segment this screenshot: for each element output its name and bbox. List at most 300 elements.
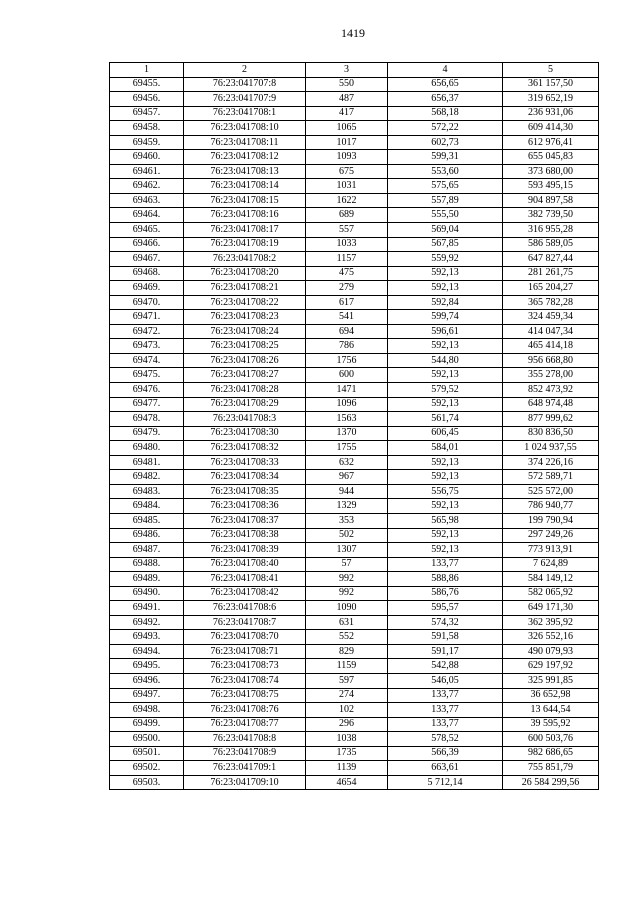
row-number-cell: 69455. — [110, 77, 184, 92]
area-cell: 1159 — [306, 659, 388, 674]
area-cell: 1017 — [306, 135, 388, 150]
row-number-cell: 69482. — [110, 470, 184, 485]
row-number-cell: 69489. — [110, 572, 184, 587]
table-row — [110, 281, 599, 296]
rate-cell: 574,32 — [388, 615, 503, 630]
rate-cell: 592,13 — [388, 499, 503, 514]
row-number-cell: 69492. — [110, 615, 184, 630]
area-cell: 1329 — [306, 499, 388, 514]
cadastral-number-cell: 76:23:041708:3 — [184, 412, 306, 427]
cadastral-number-cell: 76:23:041708:29 — [184, 397, 306, 412]
rate-cell: 579,52 — [388, 383, 503, 398]
value-cell: 572 589,71 — [503, 470, 599, 485]
area-cell: 1065 — [306, 121, 388, 136]
row-number-cell: 69461. — [110, 164, 184, 179]
value-cell: 319 652,19 — [503, 92, 599, 107]
value-cell: 361 157,50 — [503, 77, 599, 92]
area-cell: 353 — [306, 513, 388, 528]
table-row — [110, 426, 599, 441]
cadastral-number-cell: 76:23:041708:8 — [184, 732, 306, 747]
row-number-cell: 69496. — [110, 673, 184, 688]
rate-cell: 592,84 — [388, 295, 503, 310]
value-cell: 324 459,34 — [503, 310, 599, 325]
cadastral-number-cell: 76:23:041708:39 — [184, 543, 306, 558]
row-number-cell: 69456. — [110, 92, 184, 107]
value-cell: 525 572,00 — [503, 484, 599, 499]
table-row — [110, 528, 599, 543]
value-cell: 830 836,50 — [503, 426, 599, 441]
table-row — [110, 441, 599, 456]
table-row — [110, 673, 599, 688]
table-row — [110, 266, 599, 281]
rate-cell: 556,75 — [388, 484, 503, 499]
rate-cell: 656,37 — [388, 92, 503, 107]
rate-cell: 591,17 — [388, 644, 503, 659]
cadastral-number-cell: 76:23:041708:71 — [184, 644, 306, 659]
table-row — [110, 383, 599, 398]
area-cell: 102 — [306, 703, 388, 718]
cadastral-number-cell: 76:23:041708:2 — [184, 252, 306, 267]
table-row — [110, 470, 599, 485]
rate-cell: 578,52 — [388, 732, 503, 747]
area-cell: 1622 — [306, 193, 388, 208]
value-cell: 649 171,30 — [503, 601, 599, 616]
row-number-cell: 69501. — [110, 746, 184, 761]
area-cell: 417 — [306, 106, 388, 121]
table-row — [110, 761, 599, 776]
row-number-cell: 69470. — [110, 295, 184, 310]
row-number-cell: 69474. — [110, 353, 184, 368]
value-cell: 36 652,98 — [503, 688, 599, 703]
table-body — [110, 63, 599, 790]
rate-cell: 592,13 — [388, 368, 503, 383]
area-cell: 675 — [306, 164, 388, 179]
cadastral-number-cell: 76:23:041708:12 — [184, 150, 306, 165]
cadastral-table — [109, 62, 599, 790]
cadastral-number-cell: 76:23:041708:6 — [184, 601, 306, 616]
value-cell: 755 851,79 — [503, 761, 599, 776]
rate-cell: 602,73 — [388, 135, 503, 150]
row-number-cell: 69464. — [110, 208, 184, 223]
area-cell: 1756 — [306, 353, 388, 368]
table-row — [110, 77, 599, 92]
row-number-cell: 69473. — [110, 339, 184, 354]
cadastral-number-cell: 76:23:041708:74 — [184, 673, 306, 688]
cadastral-number-cell: 76:23:041708:36 — [184, 499, 306, 514]
value-cell: 382 739,50 — [503, 208, 599, 223]
row-number-cell: 69471. — [110, 310, 184, 325]
area-cell: 1471 — [306, 383, 388, 398]
value-cell: 355 278,00 — [503, 368, 599, 383]
value-cell: 600 503,76 — [503, 732, 599, 747]
row-number-cell: 69475. — [110, 368, 184, 383]
area-cell: 541 — [306, 310, 388, 325]
rate-cell: 592,13 — [388, 339, 503, 354]
area-cell: 829 — [306, 644, 388, 659]
area-cell: 786 — [306, 339, 388, 354]
rate-cell: 592,13 — [388, 543, 503, 558]
cadastral-number-cell: 76:23:041708:15 — [184, 193, 306, 208]
row-number-cell: 69499. — [110, 717, 184, 732]
area-cell: 1563 — [306, 412, 388, 427]
cadastral-number-cell: 76:23:041708:17 — [184, 223, 306, 238]
value-cell: 609 414,30 — [503, 121, 599, 136]
cadastral-number-cell: 76:23:041708:11 — [184, 135, 306, 150]
cadastral-number-cell: 76:23:041708:13 — [184, 164, 306, 179]
area-cell: 1755 — [306, 441, 388, 456]
rate-cell: 599,31 — [388, 150, 503, 165]
cadastral-number-cell: 76:23:041708:9 — [184, 746, 306, 761]
rate-cell: 553,60 — [388, 164, 503, 179]
area-cell: 632 — [306, 455, 388, 470]
table-header-row — [110, 63, 599, 78]
row-number-cell: 69484. — [110, 499, 184, 514]
rate-cell: 575,65 — [388, 179, 503, 194]
rate-cell: 565,98 — [388, 513, 503, 528]
table-row — [110, 106, 599, 121]
area-cell: 1139 — [306, 761, 388, 776]
value-cell: 374 226,16 — [503, 455, 599, 470]
value-cell: 877 999,62 — [503, 412, 599, 427]
value-cell: 297 249,26 — [503, 528, 599, 543]
value-cell: 852 473,92 — [503, 383, 599, 398]
row-number-cell: 69459. — [110, 135, 184, 150]
cadastral-number-cell: 76:23:041708:37 — [184, 513, 306, 528]
rate-cell: 592,13 — [388, 455, 503, 470]
value-cell: 904 897,58 — [503, 193, 599, 208]
area-cell: 944 — [306, 484, 388, 499]
rate-cell: 555,50 — [388, 208, 503, 223]
rate-cell: 572,22 — [388, 121, 503, 136]
rate-cell: 566,39 — [388, 746, 503, 761]
area-cell: 557 — [306, 223, 388, 238]
area-cell: 1370 — [306, 426, 388, 441]
area-cell: 1033 — [306, 237, 388, 252]
table-row — [110, 397, 599, 412]
rate-cell: 592,13 — [388, 397, 503, 412]
row-number-cell: 69481. — [110, 455, 184, 470]
table-row — [110, 644, 599, 659]
row-number-cell: 69476. — [110, 383, 184, 398]
cadastral-number-cell: 76:23:041708:14 — [184, 179, 306, 194]
rate-cell: 596,61 — [388, 324, 503, 339]
value-cell: 786 940,77 — [503, 499, 599, 514]
cadastral-number-cell: 76:23:041708:27 — [184, 368, 306, 383]
table-row — [110, 484, 599, 499]
cadastral-number-cell: 76:23:041708:42 — [184, 586, 306, 601]
area-cell: 502 — [306, 528, 388, 543]
area-cell: 1157 — [306, 252, 388, 267]
row-number-cell: 69458. — [110, 121, 184, 136]
row-number-cell: 69486. — [110, 528, 184, 543]
value-cell: 982 686,65 — [503, 746, 599, 761]
cadastral-number-cell: 76:23:041707:8 — [184, 77, 306, 92]
table-row — [110, 499, 599, 514]
value-cell: 1 024 937,55 — [503, 441, 599, 456]
row-number-cell: 69457. — [110, 106, 184, 121]
value-cell: 13 644,54 — [503, 703, 599, 718]
column-header: 4 — [388, 63, 503, 78]
value-cell: 593 495,15 — [503, 179, 599, 194]
area-cell: 296 — [306, 717, 388, 732]
table-row — [110, 164, 599, 179]
row-number-cell: 69468. — [110, 266, 184, 281]
cadastral-number-cell: 76:23:041708:7 — [184, 615, 306, 630]
rate-cell: 592,13 — [388, 528, 503, 543]
area-cell: 274 — [306, 688, 388, 703]
column-header: 2 — [184, 63, 306, 78]
value-cell: 236 931,06 — [503, 106, 599, 121]
row-number-cell: 69493. — [110, 630, 184, 645]
cadastral-number-cell: 76:23:041708:21 — [184, 281, 306, 296]
area-cell: 487 — [306, 92, 388, 107]
area-cell: 1307 — [306, 543, 388, 558]
rate-cell: 595,57 — [388, 601, 503, 616]
value-cell: 648 974,48 — [503, 397, 599, 412]
area-cell: 550 — [306, 77, 388, 92]
value-cell: 281 261,75 — [503, 266, 599, 281]
table-row — [110, 121, 599, 136]
table-row — [110, 572, 599, 587]
row-number-cell: 69494. — [110, 644, 184, 659]
area-cell: 4654 — [306, 775, 388, 790]
value-cell: 39 595,92 — [503, 717, 599, 732]
rate-cell: 663,61 — [388, 761, 503, 776]
cadastral-number-cell: 76:23:041708:23 — [184, 310, 306, 325]
row-number-cell: 69477. — [110, 397, 184, 412]
row-number-cell: 69490. — [110, 586, 184, 601]
rate-cell: 591,58 — [388, 630, 503, 645]
table-row — [110, 543, 599, 558]
value-cell: 326 552,16 — [503, 630, 599, 645]
cadastral-number-cell: 76:23:041708:40 — [184, 557, 306, 572]
rate-cell: 544,80 — [388, 353, 503, 368]
area-cell: 992 — [306, 572, 388, 587]
row-number-cell: 69466. — [110, 237, 184, 252]
row-number-cell: 69495. — [110, 659, 184, 674]
value-cell: 584 149,12 — [503, 572, 599, 587]
value-cell: 165 204,27 — [503, 281, 599, 296]
cadastral-number-cell: 76:23:041708:73 — [184, 659, 306, 674]
value-cell: 199 790,94 — [503, 513, 599, 528]
table-row — [110, 659, 599, 674]
row-number-cell: 69497. — [110, 688, 184, 703]
value-cell: 26 584 299,56 — [503, 775, 599, 790]
cadastral-number-cell: 76:23:041708:28 — [184, 383, 306, 398]
cadastral-number-cell: 76:23:041708:1 — [184, 106, 306, 121]
value-cell: 647 827,44 — [503, 252, 599, 267]
cadastral-number-cell: 76:23:041708:22 — [184, 295, 306, 310]
page-number: 1419 — [341, 26, 365, 40]
table-row — [110, 368, 599, 383]
table-row — [110, 688, 599, 703]
area-cell: 617 — [306, 295, 388, 310]
cadastral-number-cell: 76:23:041708:38 — [184, 528, 306, 543]
value-cell: 316 955,28 — [503, 223, 599, 238]
value-cell: 655 045,83 — [503, 150, 599, 165]
table-row — [110, 150, 599, 165]
value-cell: 490 079,93 — [503, 644, 599, 659]
row-number-cell: 69480. — [110, 441, 184, 456]
cadastral-number-cell: 76:23:041708:75 — [184, 688, 306, 703]
row-number-cell: 69491. — [110, 601, 184, 616]
row-number-cell: 69469. — [110, 281, 184, 296]
rate-cell: 569,04 — [388, 223, 503, 238]
table-row — [110, 310, 599, 325]
table-row — [110, 353, 599, 368]
area-cell: 57 — [306, 557, 388, 572]
row-number-cell: 69487. — [110, 543, 184, 558]
value-cell: 629 197,92 — [503, 659, 599, 674]
cadastral-number-cell: 76:23:041708:24 — [184, 324, 306, 339]
rate-cell: 592,13 — [388, 470, 503, 485]
rate-cell: 599,74 — [388, 310, 503, 325]
rate-cell: 568,18 — [388, 106, 503, 121]
rate-cell: 5 712,14 — [388, 775, 503, 790]
cadastral-number-cell: 76:23:041708:76 — [184, 703, 306, 718]
rate-cell: 586,76 — [388, 586, 503, 601]
area-cell: 475 — [306, 266, 388, 281]
cadastral-number-cell: 76:23:041708:35 — [184, 484, 306, 499]
area-cell: 1735 — [306, 746, 388, 761]
rate-cell: 567,85 — [388, 237, 503, 252]
area-cell: 992 — [306, 586, 388, 601]
rate-cell: 133,77 — [388, 717, 503, 732]
row-number-cell: 69465. — [110, 223, 184, 238]
cadastral-number-cell: 76:23:041708:26 — [184, 353, 306, 368]
table-row — [110, 237, 599, 252]
area-cell: 1093 — [306, 150, 388, 165]
rate-cell: 559,92 — [388, 252, 503, 267]
cadastral-number-cell: 76:23:041708:16 — [184, 208, 306, 223]
table-row — [110, 615, 599, 630]
table-row — [110, 557, 599, 572]
value-cell: 414 047,34 — [503, 324, 599, 339]
table-row — [110, 295, 599, 310]
table-row — [110, 717, 599, 732]
row-number-cell: 69463. — [110, 193, 184, 208]
area-cell: 631 — [306, 615, 388, 630]
cadastral-number-cell: 76:23:041708:30 — [184, 426, 306, 441]
table-row — [110, 601, 599, 616]
table-row — [110, 412, 599, 427]
cadastral-number-cell: 76:23:041708:19 — [184, 237, 306, 252]
cadastral-number-cell: 76:23:041708:77 — [184, 717, 306, 732]
value-cell: 582 065,92 — [503, 586, 599, 601]
area-cell: 552 — [306, 630, 388, 645]
value-cell: 465 414,18 — [503, 339, 599, 354]
cadastral-number-cell: 76:23:041708:34 — [184, 470, 306, 485]
row-number-cell: 69472. — [110, 324, 184, 339]
area-cell: 967 — [306, 470, 388, 485]
cadastral-number-cell: 76:23:041708:33 — [184, 455, 306, 470]
rate-cell: 592,13 — [388, 266, 503, 281]
cadastral-number-cell: 76:23:041708:41 — [184, 572, 306, 587]
area-cell: 1038 — [306, 732, 388, 747]
table-row — [110, 179, 599, 194]
column-header: 5 — [503, 63, 599, 78]
row-number-cell: 69500. — [110, 732, 184, 747]
table-row — [110, 339, 599, 354]
cadastral-number-cell: 76:23:041707:9 — [184, 92, 306, 107]
table-row — [110, 630, 599, 645]
rate-cell: 584,01 — [388, 441, 503, 456]
area-cell: 600 — [306, 368, 388, 383]
row-number-cell: 69502. — [110, 761, 184, 776]
value-cell: 373 680,00 — [503, 164, 599, 179]
cadastral-number-cell: 76:23:041708:10 — [184, 121, 306, 136]
rate-cell: 133,77 — [388, 557, 503, 572]
table-row — [110, 775, 599, 790]
area-cell: 1031 — [306, 179, 388, 194]
area-cell: 1090 — [306, 601, 388, 616]
row-number-cell: 69483. — [110, 484, 184, 499]
rate-cell: 133,77 — [388, 703, 503, 718]
rate-cell: 557,89 — [388, 193, 503, 208]
row-number-cell: 69467. — [110, 252, 184, 267]
row-number-cell: 69478. — [110, 412, 184, 427]
row-number-cell: 69498. — [110, 703, 184, 718]
rate-cell: 133,77 — [388, 688, 503, 703]
area-cell: 694 — [306, 324, 388, 339]
row-number-cell: 69503. — [110, 775, 184, 790]
rate-cell: 656,65 — [388, 77, 503, 92]
table-row — [110, 324, 599, 339]
value-cell: 325 991,85 — [503, 673, 599, 688]
value-cell: 773 913,91 — [503, 543, 599, 558]
column-header: 3 — [306, 63, 388, 78]
table-row — [110, 193, 599, 208]
area-cell: 597 — [306, 673, 388, 688]
rate-cell: 542,88 — [388, 659, 503, 674]
table-row — [110, 223, 599, 238]
rate-cell: 546,05 — [388, 673, 503, 688]
rate-cell: 606,45 — [388, 426, 503, 441]
rate-cell: 588,86 — [388, 572, 503, 587]
area-cell: 1096 — [306, 397, 388, 412]
row-number-cell: 69488. — [110, 557, 184, 572]
table-row — [110, 135, 599, 150]
cadastral-number-cell: 76:23:041708:70 — [184, 630, 306, 645]
table-row — [110, 513, 599, 528]
rate-cell: 592,13 — [388, 281, 503, 296]
cadastral-number-cell: 76:23:041708:20 — [184, 266, 306, 281]
value-cell: 956 668,80 — [503, 353, 599, 368]
column-header: 1 — [110, 63, 184, 78]
table-row — [110, 703, 599, 718]
table-row — [110, 455, 599, 470]
cadastral-number-cell: 76:23:041709:10 — [184, 775, 306, 790]
value-cell: 365 782,28 — [503, 295, 599, 310]
table-row — [110, 732, 599, 747]
area-cell: 279 — [306, 281, 388, 296]
row-number-cell: 69479. — [110, 426, 184, 441]
cadastral-number-cell: 76:23:041708:25 — [184, 339, 306, 354]
row-number-cell: 69485. — [110, 513, 184, 528]
value-cell: 612 976,41 — [503, 135, 599, 150]
row-number-cell: 69460. — [110, 150, 184, 165]
table-row — [110, 92, 599, 107]
area-cell: 689 — [306, 208, 388, 223]
row-number-cell: 69462. — [110, 179, 184, 194]
value-cell: 362 395,92 — [503, 615, 599, 630]
cadastral-number-cell: 76:23:041709:1 — [184, 761, 306, 776]
table-row — [110, 746, 599, 761]
table-row — [110, 252, 599, 267]
table-row — [110, 208, 599, 223]
value-cell: 586 589,05 — [503, 237, 599, 252]
cadastral-number-cell: 76:23:041708:32 — [184, 441, 306, 456]
